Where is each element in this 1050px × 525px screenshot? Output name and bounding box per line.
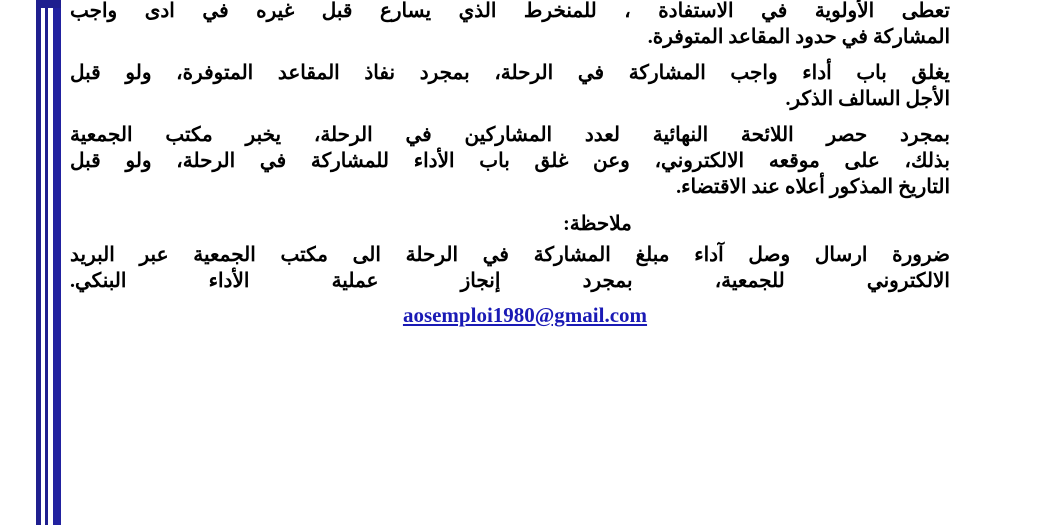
note-label: ملاحظة: xyxy=(563,212,632,235)
email-link[interactable]: aosemploi1980@gmail.com xyxy=(402,302,648,327)
paragraph-closing-line-2: الأجل السالف الذكر. xyxy=(785,88,950,111)
paragraph-final-list-line-1: بمجرد حصر اللائحة النهائية لعدد المشاركين في الرحلة، يخبر مكتب الجمعية xyxy=(70,123,950,146)
note-paragraph-line-1: ضرورة ارسال وصل آداء مبلغ المشاركة في الرحلة الى مكتب الجمعية عبر البريد xyxy=(70,243,950,266)
left-border-inner-bar xyxy=(53,0,61,525)
paragraph-final-list-line-2: بذلك، على موقعه الالكتروني، وعن غلق باب الأداء للمشاركة في الرحلة، ولو قبل xyxy=(70,149,950,172)
email-line xyxy=(70,303,950,328)
paragraph-priority-line-2: المشاركة في حدود المقاعد المتوفرة. xyxy=(647,26,950,49)
paragraph-priority-line-1: تعطى الأولوية في الاستفادة ، للمنخرط الذي يسارع قبل غيره في ادى واجب xyxy=(70,0,950,22)
left-border-top-cap xyxy=(36,0,61,8)
note-paragraph-line-2: الالكتروني للجمعية، بمجرد إنجاز عملية الأداء البنكي. xyxy=(70,270,950,293)
paragraph-closing-line-1: يغلق باب أداء واجب المشاركة في الرحلة، بمجرد نفاذ المقاعد المتوفرة، ولو قبل xyxy=(70,61,950,84)
paragraph-final-list-line-3: التاريخ المذكور أعلاه عند الاقتضاء. xyxy=(676,176,950,199)
document-body xyxy=(70,0,970,525)
